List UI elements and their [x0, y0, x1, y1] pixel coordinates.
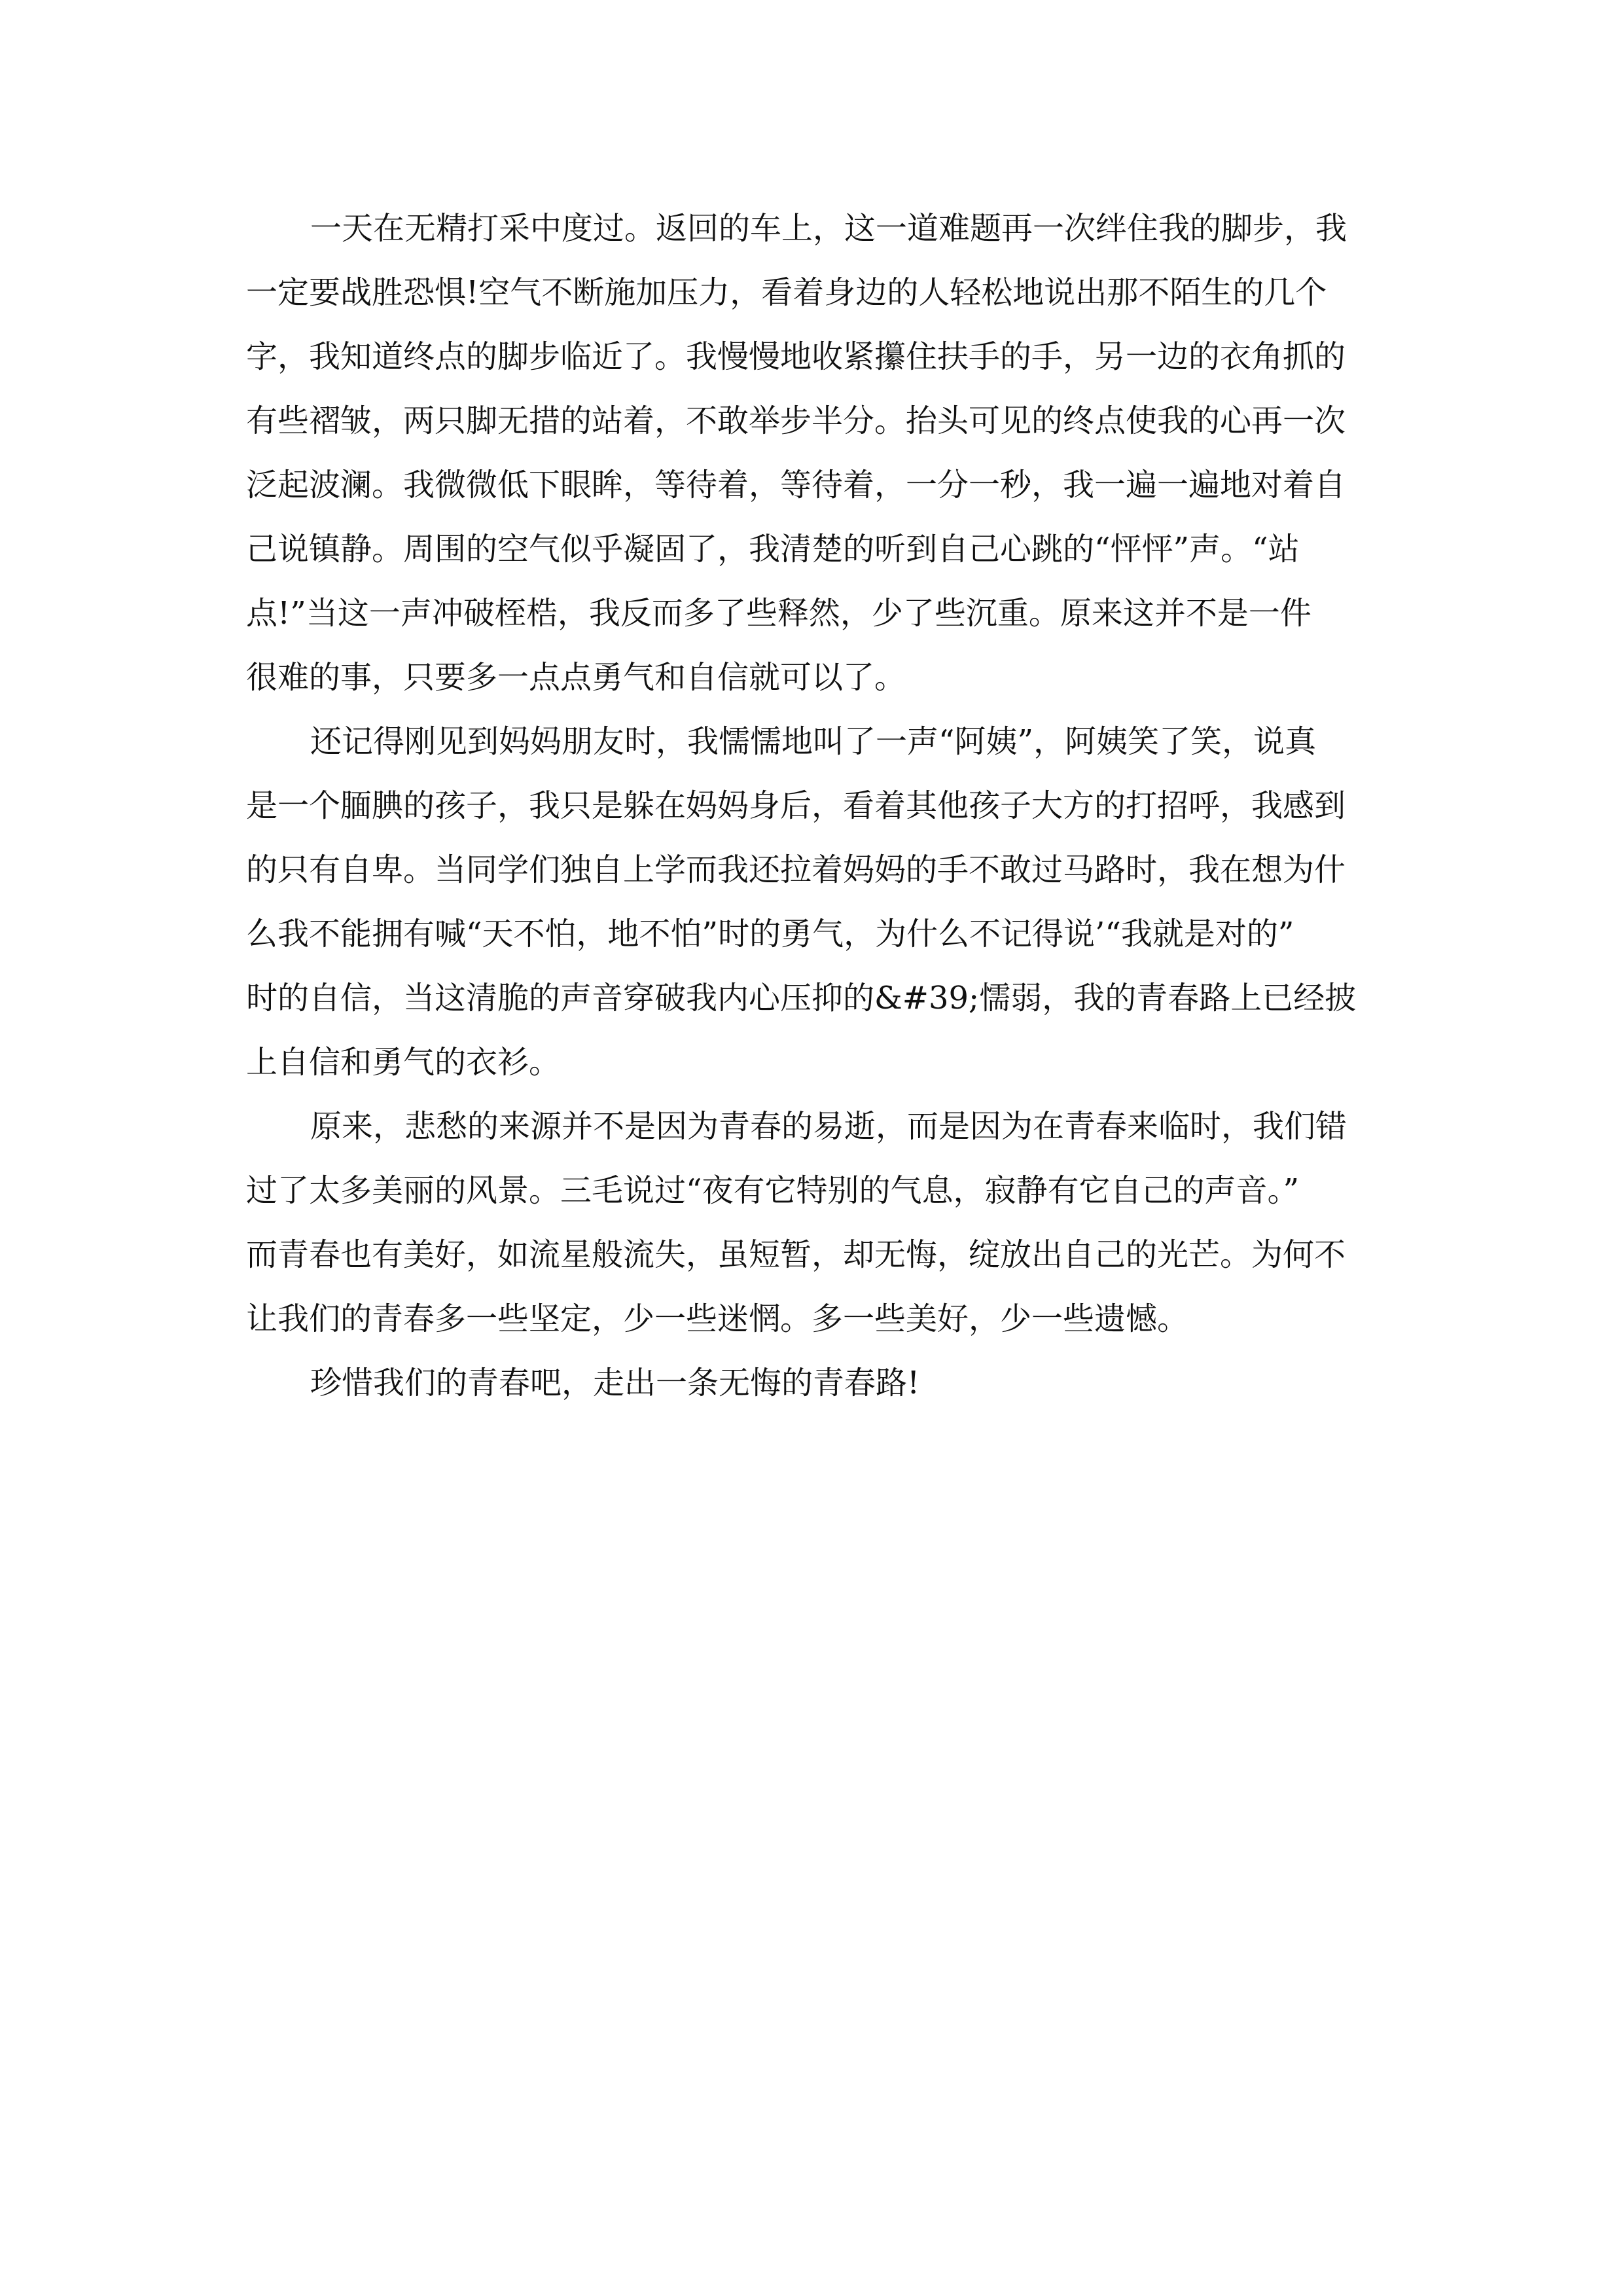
text-line: 原来，悲愁的来源并不是因为青春的易逝，而是因为在青春来临时，我们错 — [310, 1108, 1347, 1145]
text-line: 上自信和勇气的衣衫。 — [246, 1044, 561, 1081]
text-line: 己说镇静。周围的空气似乎凝固了，我清楚的听到自己心跳的“怦怦”声。“站 — [246, 531, 1300, 567]
text-line: 么我不能拥有喊“天不怕，地不怕”时的勇气，为什么不记得说’“我就是对的” — [246, 916, 1294, 952]
text-line: 珍惜我们的青春吧，走出一条无悔的青春路! — [310, 1365, 920, 1401]
text-line: 点!”当这一声冲破桎梏，我反而多了些释然，少了些沉重。原来这并不是一件 — [246, 595, 1311, 632]
text-line: 很难的事，只要多一点点勇气和自信就可以了。 — [246, 659, 906, 696]
text-line: 还记得刚见到妈妈朋友时，我懦懦地叫了一声“阿姨”，阿姨笑了笑，说真 — [310, 723, 1317, 760]
text-line: 时的自信，当这清脆的声音穿破我内心压抑的&#39;懦弱，我的青春路上已经披 — [246, 980, 1357, 1016]
text-line: 而青春也有美好，如流星般流失，虽短暂，却无悔，绽放出自己的光芒。为何不 — [246, 1236, 1346, 1273]
paragraph-3 — [246, 1094, 1380, 1351]
text-line: 一定要战胜恐惧!空气不断施加压力，看着身边的人轻松地说出那不陌生的几个 — [246, 274, 1327, 311]
paragraph-4 — [246, 1351, 1380, 1415]
text-line: 让我们的青春多一些坚定，少一些迷惘。多一些美好，少一些遗憾。 — [246, 1300, 1189, 1337]
text-line: 泛起波澜。我微微低下眼眸，等待着，等待着，一分一秒，我一遍一遍地对着自 — [246, 467, 1346, 503]
text-line: 过了太多美丽的风景。三毛说过“夜有它特别的气息，寂静有它自己的声音。” — [246, 1172, 1300, 1209]
paragraph-1 — [246, 196, 1380, 709]
paragraph-2 — [246, 709, 1380, 1094]
text-line: 一天在无精打采中度过。返回的车上，这一道难题再一次绊住我的脚步，我 — [310, 210, 1347, 247]
text-line: 的只有自卑。当同学们独自上学而我还拉着妈妈的手不敢过马路时，我在想为什 — [246, 852, 1346, 888]
text-line: 有些褶皱，两只脚无措的站着，不敢举步半分。抬头可见的终点使我的心再一次 — [246, 403, 1346, 439]
essay-body — [246, 196, 1380, 1415]
text-line: 是一个腼腆的孩子，我只是躲在妈妈身后，看着其他孩子大方的打招呼，我感到 — [246, 787, 1346, 824]
text-line: 字，我知道终点的脚步临近了。我慢慢地收紧攥住扶手的手，另一边的衣角抓的 — [246, 338, 1346, 375]
